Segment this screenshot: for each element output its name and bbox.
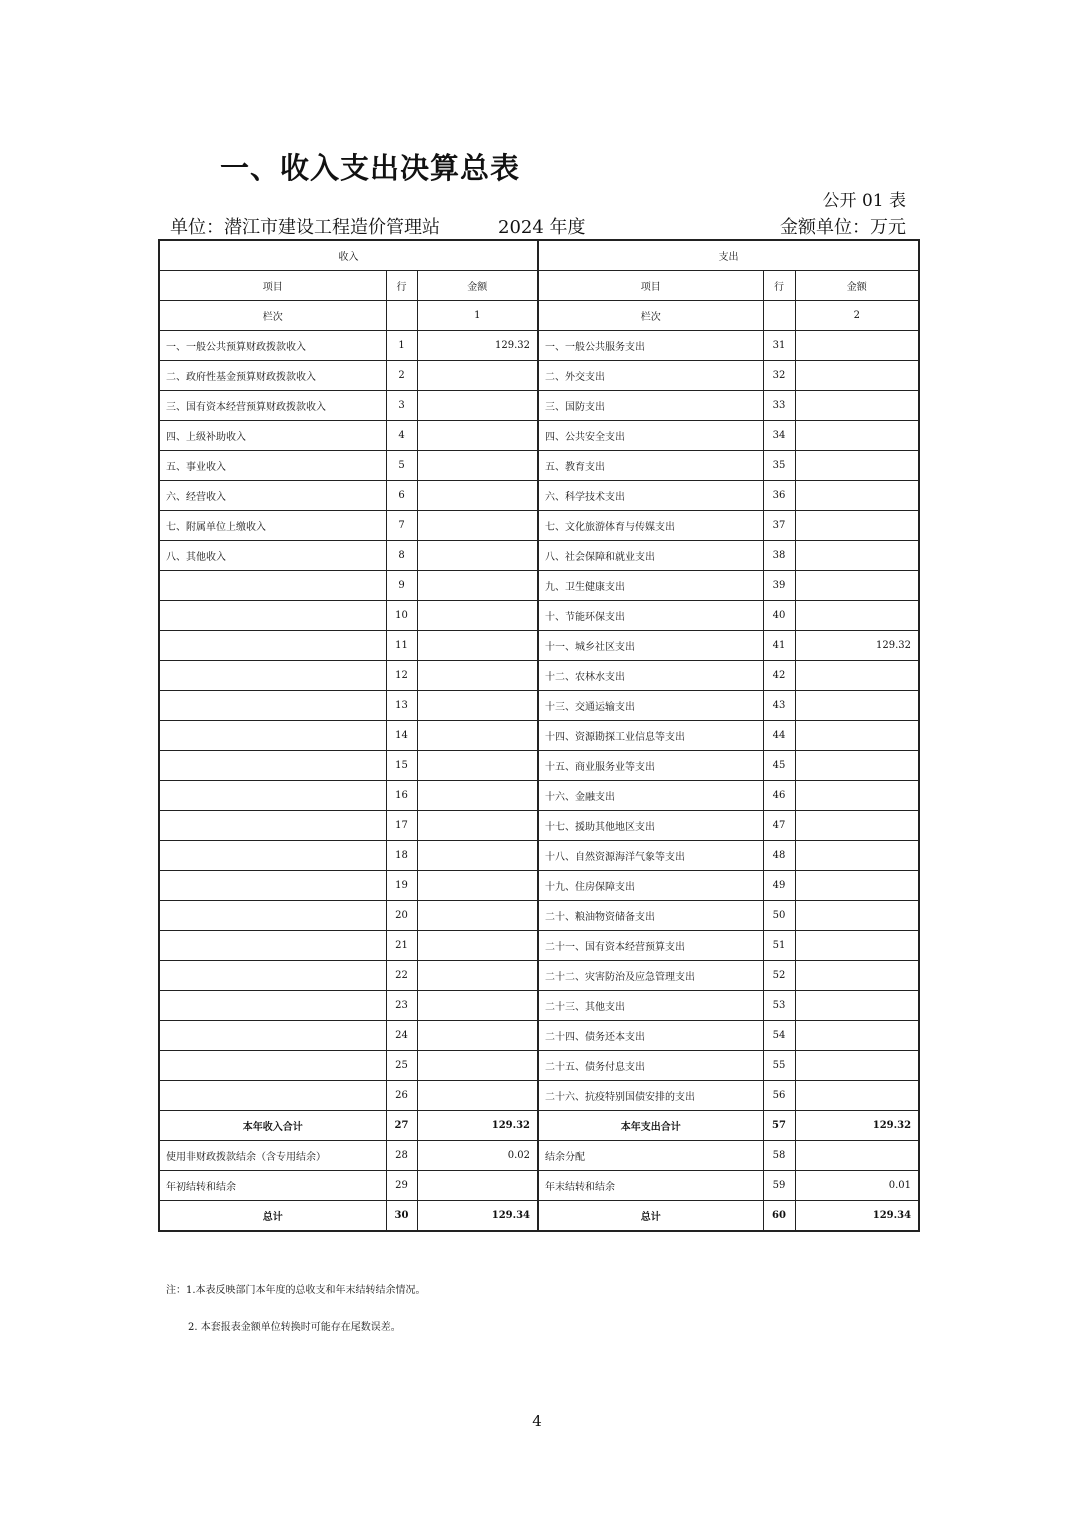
expense-item-cell: 二、外交支出 bbox=[538, 361, 763, 391]
income-line-cell: 7 bbox=[386, 511, 417, 541]
expense-line-cell: 31 bbox=[763, 331, 795, 361]
table-row bbox=[159, 1051, 919, 1081]
expense-amount-cell bbox=[795, 811, 919, 841]
table-row bbox=[159, 931, 919, 961]
income-amount-cell bbox=[417, 421, 538, 451]
expense-amount-header: 金额 bbox=[795, 271, 919, 301]
expense-col-index: 2 bbox=[795, 301, 919, 331]
expense-line-cell: 55 bbox=[763, 1051, 795, 1081]
income-line-cell: 27 bbox=[386, 1111, 417, 1141]
income-line-cell: 1 bbox=[386, 331, 417, 361]
expense-amount-cell: 129.32 bbox=[795, 631, 919, 661]
expense-item-cell: 总计 bbox=[538, 1201, 763, 1232]
expense-amount-cell bbox=[795, 511, 919, 541]
income-index-label: 栏次 bbox=[159, 301, 386, 331]
income-item-cell bbox=[159, 811, 386, 841]
expense-line-cell: 43 bbox=[763, 691, 795, 721]
expense-amount-cell bbox=[795, 871, 919, 901]
income-item-header: 项目 bbox=[159, 271, 386, 301]
column-index-row bbox=[159, 301, 919, 331]
income-item-cell bbox=[159, 991, 386, 1021]
expense-amount-cell bbox=[795, 361, 919, 391]
income-line-cell: 23 bbox=[386, 991, 417, 1021]
income-amount-cell bbox=[417, 811, 538, 841]
income-item-cell: 使用非财政拨款结余（含专用结余） bbox=[159, 1141, 386, 1171]
expense-line-cell: 42 bbox=[763, 661, 795, 691]
expense-amount-cell bbox=[795, 961, 919, 991]
expense-line-cell: 40 bbox=[763, 601, 795, 631]
page-title: 一、收入支出决算总表 bbox=[220, 151, 521, 185]
income-item-cell bbox=[159, 1081, 386, 1111]
table-row bbox=[159, 1021, 919, 1051]
income-amount-cell bbox=[417, 361, 538, 391]
expense-amount-cell bbox=[795, 691, 919, 721]
expense-amount-cell bbox=[795, 1081, 919, 1111]
expense-amount-cell bbox=[795, 781, 919, 811]
income-line-cell: 28 bbox=[386, 1141, 417, 1171]
income-item-cell bbox=[159, 571, 386, 601]
income-item-cell bbox=[159, 961, 386, 991]
income-amount-cell bbox=[417, 481, 538, 511]
expense-item-cell: 十一、城乡社区支出 bbox=[538, 631, 763, 661]
income-item-cell: 二、政府性基金预算财政拨款收入 bbox=[159, 361, 386, 391]
income-item-cell bbox=[159, 631, 386, 661]
income-col-index: 1 bbox=[417, 301, 538, 331]
expense-line-cell: 44 bbox=[763, 721, 795, 751]
table-row bbox=[159, 901, 919, 931]
table-row bbox=[159, 781, 919, 811]
expense-item-cell: 十八、自然资源海洋气象等支出 bbox=[538, 841, 763, 871]
income-amount-cell bbox=[417, 631, 538, 661]
income-line-cell: 30 bbox=[386, 1201, 417, 1232]
expense-item-cell: 十七、援助其他地区支出 bbox=[538, 811, 763, 841]
money-unit: 金额单位：万元 bbox=[780, 217, 906, 238]
table-row bbox=[159, 871, 919, 901]
income-line-cell: 24 bbox=[386, 1021, 417, 1051]
income-item-cell: 三、国有资本经营预算财政拨款收入 bbox=[159, 391, 386, 421]
expense-section-header: 支出 bbox=[538, 240, 919, 271]
table-row bbox=[159, 1081, 919, 1111]
table-row bbox=[159, 421, 919, 451]
table-row bbox=[159, 451, 919, 481]
income-index-line bbox=[386, 301, 417, 331]
expense-amount-cell: 129.34 bbox=[795, 1201, 919, 1232]
expense-item-cell: 结余分配 bbox=[538, 1141, 763, 1171]
table-row bbox=[159, 391, 919, 421]
income-item-cell bbox=[159, 781, 386, 811]
income-line-cell: 2 bbox=[386, 361, 417, 391]
income-line-cell: 26 bbox=[386, 1081, 417, 1111]
income-amount-cell bbox=[417, 691, 538, 721]
income-amount-cell bbox=[417, 511, 538, 541]
income-amount-cell bbox=[417, 721, 538, 751]
income-amount-cell: 129.32 bbox=[417, 331, 538, 361]
expense-amount-cell bbox=[795, 751, 919, 781]
expense-item-cell: 七、文化旅游体育与传媒支出 bbox=[538, 511, 763, 541]
note-1: 注：1.本表反映部门本年度的总收支和年末结转结余情况。 bbox=[166, 1285, 426, 1296]
expense-line-cell: 49 bbox=[763, 871, 795, 901]
income-amount-cell bbox=[417, 841, 538, 871]
page-number: 4 bbox=[532, 1412, 542, 1430]
section-header-row bbox=[159, 240, 919, 271]
income-line-cell: 5 bbox=[386, 451, 417, 481]
expense-item-cell: 二十三、其他支出 bbox=[538, 991, 763, 1021]
income-amount-cell bbox=[417, 871, 538, 901]
expense-line-cell: 33 bbox=[763, 391, 795, 421]
expense-amount-cell bbox=[795, 421, 919, 451]
expense-line-cell: 46 bbox=[763, 781, 795, 811]
expense-amount-cell bbox=[795, 721, 919, 751]
expense-amount-cell bbox=[795, 571, 919, 601]
expense-item-cell: 三、国防支出 bbox=[538, 391, 763, 421]
income-item-cell bbox=[159, 751, 386, 781]
income-amount-cell bbox=[417, 1171, 538, 1201]
income-item-cell bbox=[159, 601, 386, 631]
table-row bbox=[159, 751, 919, 781]
expense-line-cell: 35 bbox=[763, 451, 795, 481]
income-amount-cell bbox=[417, 571, 538, 601]
income-item-cell bbox=[159, 901, 386, 931]
table-row bbox=[159, 961, 919, 991]
reporting-unit: 单位：潜江市建设工程造价管理站 bbox=[170, 217, 440, 238]
expense-amount-cell bbox=[795, 661, 919, 691]
expense-line-cell: 32 bbox=[763, 361, 795, 391]
expense-line-cell: 52 bbox=[763, 961, 795, 991]
income-line-cell: 3 bbox=[386, 391, 417, 421]
expense-item-cell: 九、卫生健康支出 bbox=[538, 571, 763, 601]
income-line-cell: 10 bbox=[386, 601, 417, 631]
expense-index-line bbox=[763, 301, 795, 331]
fiscal-year: 2024 年度 bbox=[498, 217, 586, 238]
table-row bbox=[159, 631, 919, 661]
expense-item-cell: 八、社会保障和就业支出 bbox=[538, 541, 763, 571]
expense-item-cell: 十二、农林水支出 bbox=[538, 661, 763, 691]
income-line-cell: 22 bbox=[386, 961, 417, 991]
table-row bbox=[159, 1141, 919, 1171]
income-amount-cell: 129.34 bbox=[417, 1201, 538, 1232]
expense-line-cell: 51 bbox=[763, 931, 795, 961]
income-line-cell: 19 bbox=[386, 871, 417, 901]
income-amount-cell bbox=[417, 451, 538, 481]
table-row bbox=[159, 991, 919, 1021]
grand-total-row bbox=[159, 1201, 919, 1232]
table-row bbox=[159, 721, 919, 751]
table-row bbox=[159, 811, 919, 841]
table-row bbox=[159, 481, 919, 511]
year-total-row bbox=[159, 1111, 919, 1141]
income-line-cell: 16 bbox=[386, 781, 417, 811]
table-row bbox=[159, 661, 919, 691]
income-item-cell: 本年收入合计 bbox=[159, 1111, 386, 1141]
income-item-cell: 四、上级补助收入 bbox=[159, 421, 386, 451]
expense-line-header: 行 bbox=[763, 271, 795, 301]
expense-amount-cell bbox=[795, 901, 919, 931]
income-line-cell: 9 bbox=[386, 571, 417, 601]
income-amount-cell: 0.02 bbox=[417, 1141, 538, 1171]
table-row bbox=[159, 571, 919, 601]
expense-amount-cell bbox=[795, 1021, 919, 1051]
income-line-cell: 29 bbox=[386, 1171, 417, 1201]
income-line-cell: 25 bbox=[386, 1051, 417, 1081]
income-expense-table bbox=[158, 239, 920, 1232]
income-amount-cell bbox=[417, 1021, 538, 1051]
income-line-cell: 21 bbox=[386, 931, 417, 961]
expense-item-cell: 年末结转和结余 bbox=[538, 1171, 763, 1201]
income-item-cell bbox=[159, 871, 386, 901]
expense-item-cell: 十六、金融支出 bbox=[538, 781, 763, 811]
note-2: 2. 本套报表金额单位转换时可能存在尾数误差。 bbox=[188, 1322, 401, 1333]
income-item-cell: 七、附属单位上缴收入 bbox=[159, 511, 386, 541]
income-line-cell: 11 bbox=[386, 631, 417, 661]
income-item-cell: 六、经营收入 bbox=[159, 481, 386, 511]
income-amount-cell bbox=[417, 931, 538, 961]
expense-amount-cell bbox=[795, 601, 919, 631]
expense-item-cell: 本年支出合计 bbox=[538, 1111, 763, 1141]
expense-line-cell: 60 bbox=[763, 1201, 795, 1232]
income-amount-cell bbox=[417, 391, 538, 421]
expense-line-cell: 53 bbox=[763, 991, 795, 1021]
income-line-cell: 18 bbox=[386, 841, 417, 871]
table-row bbox=[159, 541, 919, 571]
income-amount-cell bbox=[417, 751, 538, 781]
expense-amount-cell bbox=[795, 1141, 919, 1171]
income-amount-cell bbox=[417, 541, 538, 571]
expense-item-cell: 十三、交通运输支出 bbox=[538, 691, 763, 721]
income-line-cell: 12 bbox=[386, 661, 417, 691]
expense-item-cell: 二十六、抗疫特别国债安排的支出 bbox=[538, 1081, 763, 1111]
expense-line-cell: 59 bbox=[763, 1171, 795, 1201]
income-line-cell: 17 bbox=[386, 811, 417, 841]
expense-line-cell: 36 bbox=[763, 481, 795, 511]
income-amount-cell bbox=[417, 601, 538, 631]
expense-item-cell: 十九、住房保障支出 bbox=[538, 871, 763, 901]
income-section-header: 收入 bbox=[159, 240, 538, 271]
expense-item-cell: 十、节能环保支出 bbox=[538, 601, 763, 631]
income-amount-header: 金额 bbox=[417, 271, 538, 301]
expense-line-cell: 41 bbox=[763, 631, 795, 661]
expense-line-cell: 45 bbox=[763, 751, 795, 781]
table-row bbox=[159, 331, 919, 361]
expense-index-label: 栏次 bbox=[538, 301, 763, 331]
income-line-cell: 8 bbox=[386, 541, 417, 571]
expense-line-cell: 39 bbox=[763, 571, 795, 601]
expense-line-cell: 47 bbox=[763, 811, 795, 841]
expense-line-cell: 50 bbox=[763, 901, 795, 931]
income-item-cell bbox=[159, 931, 386, 961]
expense-item-cell: 十五、商业服务业等支出 bbox=[538, 751, 763, 781]
expense-line-cell: 57 bbox=[763, 1111, 795, 1141]
expense-line-cell: 54 bbox=[763, 1021, 795, 1051]
expense-item-cell: 二十五、债务付息支出 bbox=[538, 1051, 763, 1081]
expense-amount-cell bbox=[795, 331, 919, 361]
income-item-cell: 五、事业收入 bbox=[159, 451, 386, 481]
income-amount-cell bbox=[417, 781, 538, 811]
table-row bbox=[159, 691, 919, 721]
income-item-cell bbox=[159, 691, 386, 721]
income-line-cell: 13 bbox=[386, 691, 417, 721]
expense-item-cell: 六、科学技术支出 bbox=[538, 481, 763, 511]
income-item-cell: 年初结转和结余 bbox=[159, 1171, 386, 1201]
income-item-cell bbox=[159, 1021, 386, 1051]
expense-line-cell: 56 bbox=[763, 1081, 795, 1111]
expense-line-cell: 48 bbox=[763, 841, 795, 871]
expense-item-cell: 五、教育支出 bbox=[538, 451, 763, 481]
income-amount-cell bbox=[417, 1081, 538, 1111]
income-item-cell bbox=[159, 841, 386, 871]
income-line-cell: 20 bbox=[386, 901, 417, 931]
table-row bbox=[159, 841, 919, 871]
column-header-row bbox=[159, 271, 919, 301]
expense-amount-cell: 0.01 bbox=[795, 1171, 919, 1201]
income-amount-cell bbox=[417, 961, 538, 991]
income-line-cell: 15 bbox=[386, 751, 417, 781]
expense-line-cell: 38 bbox=[763, 541, 795, 571]
expense-item-header: 项目 bbox=[538, 271, 763, 301]
expense-amount-cell bbox=[795, 541, 919, 571]
income-item-cell: 总计 bbox=[159, 1201, 386, 1232]
expense-amount-cell bbox=[795, 1051, 919, 1081]
expense-amount-cell bbox=[795, 451, 919, 481]
income-item-cell: 一、一般公共预算财政拨款收入 bbox=[159, 331, 386, 361]
expense-item-cell: 二十四、债务还本支出 bbox=[538, 1021, 763, 1051]
income-amount-cell: 129.32 bbox=[417, 1111, 538, 1141]
income-item-cell bbox=[159, 661, 386, 691]
expense-line-cell: 34 bbox=[763, 421, 795, 451]
expense-item-cell: 四、公共安全支出 bbox=[538, 421, 763, 451]
expense-item-cell: 二十一、国有资本经营预算支出 bbox=[538, 931, 763, 961]
income-amount-cell bbox=[417, 991, 538, 1021]
expense-line-cell: 58 bbox=[763, 1141, 795, 1171]
expense-item-cell: 二十二、灾害防治及应急管理支出 bbox=[538, 961, 763, 991]
income-amount-cell bbox=[417, 661, 538, 691]
expense-line-cell: 37 bbox=[763, 511, 795, 541]
expense-amount-cell bbox=[795, 391, 919, 421]
table-row bbox=[159, 361, 919, 391]
income-amount-cell bbox=[417, 901, 538, 931]
income-item-cell: 八、其他收入 bbox=[159, 541, 386, 571]
expense-item-cell: 二十、粮油物资储备支出 bbox=[538, 901, 763, 931]
table-row bbox=[159, 1171, 919, 1201]
income-item-cell bbox=[159, 1051, 386, 1081]
income-line-header: 行 bbox=[386, 271, 417, 301]
expense-amount-cell bbox=[795, 841, 919, 871]
income-line-cell: 4 bbox=[386, 421, 417, 451]
form-number: 公开 01 表 bbox=[822, 191, 906, 211]
expense-amount-cell bbox=[795, 931, 919, 961]
income-amount-cell bbox=[417, 1051, 538, 1081]
expense-amount-cell bbox=[795, 481, 919, 511]
expense-amount-cell: 129.32 bbox=[795, 1111, 919, 1141]
income-item-cell bbox=[159, 721, 386, 751]
table-row bbox=[159, 511, 919, 541]
table-row bbox=[159, 601, 919, 631]
expense-item-cell: 一、一般公共服务支出 bbox=[538, 331, 763, 361]
expense-item-cell: 十四、资源勘探工业信息等支出 bbox=[538, 721, 763, 751]
income-line-cell: 14 bbox=[386, 721, 417, 751]
income-line-cell: 6 bbox=[386, 481, 417, 511]
expense-amount-cell bbox=[795, 991, 919, 1021]
